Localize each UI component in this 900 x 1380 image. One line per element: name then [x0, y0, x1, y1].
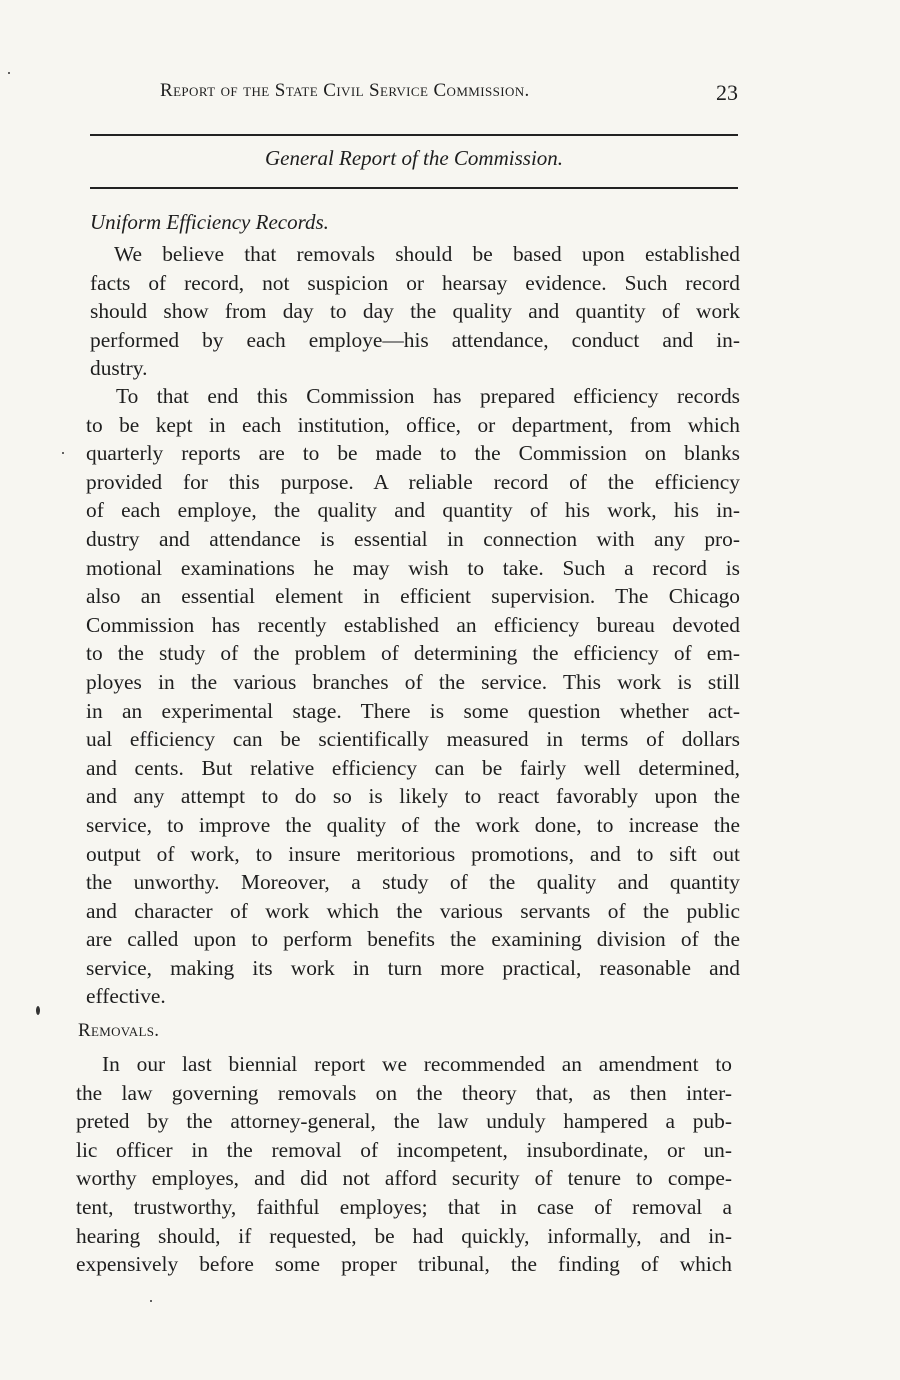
text-line: of each employe, the quality and quantity of his work, his in-: [86, 498, 740, 523]
text-line: preted by the attorney-general, the law unduly hampered a pub-: [76, 1109, 732, 1134]
text-line: dustry and attendance is essential in connection with any pro-: [86, 526, 740, 551]
text-line: hearing should, if requested, be had quickly, informally, and in-: [76, 1223, 732, 1248]
text-line: effective.: [86, 984, 166, 1009]
text-line: output of work, to insure meritorious promotions, and to sift out: [86, 841, 740, 866]
text-line: We believe that removals should be based upon established: [114, 242, 740, 266]
text-line: the law governing removals on the theory that, as then inter-: [76, 1080, 732, 1105]
text-line: ual efficiency can be scientifically measured in terms of dollars: [86, 727, 740, 752]
text-line: Commission has recently established an efficiency bureau devoted: [86, 612, 740, 637]
text-line: tent, trustworthy, faithful employes; that in case of removal a: [76, 1194, 732, 1219]
scan-speck: [62, 452, 64, 454]
text-line: lic officer in the removal of incompetent, insubordinate, or un-: [76, 1137, 732, 1162]
text-line: and character of work which the various servants of the public: [86, 898, 740, 923]
text-line: dustry.: [90, 356, 148, 381]
text-line: service, to improve the quality of the work done, to increase the: [86, 812, 740, 837]
text-line: worthy employes, and did not afford security of tenure to compe-: [76, 1166, 732, 1191]
text-line: to the study of the problem of determining the efficiency of em-: [86, 641, 740, 666]
text-line: in an experimental stage. There is some question whether act-: [86, 698, 740, 723]
bottom-rule: [90, 187, 738, 189]
scan-speck: [150, 1300, 152, 1302]
text-line: also an essential element in efficient supervision. The Chicago: [86, 584, 740, 609]
text-line: facts of record, not suspicion or hearsay evidence. Such record: [90, 270, 740, 295]
text-line: expensively before some proper tribunal, the finding of which: [76, 1252, 732, 1277]
text-line: the unworthy. Moreover, a study of the quality and quantity: [86, 870, 740, 895]
text-line: In our last biennial report we recommended an amendment to: [102, 1052, 732, 1076]
text-line: service, making its work in turn more practical, reasonable and: [86, 955, 740, 980]
text-line: performed by each employe—his attendance, conduct and in-: [90, 327, 740, 352]
section-title-removals: Removals.: [78, 1020, 160, 1041]
text-line: provided for this purpose. A reliable record of the efficiency: [86, 469, 740, 494]
scan-speck: [8, 72, 10, 74]
text-line: ployes in the various branches of the service. This work is still: [86, 669, 740, 694]
section-title-efficiency-records: Uniform Efficiency Records.: [90, 210, 329, 234]
text-line: and any attempt to do so is likely to react favorably upon the: [86, 784, 740, 809]
paragraph: [86, 382, 740, 1011]
running-head: Report of the State Civil Service Commission.: [160, 80, 530, 101]
scan-speck: [36, 1006, 40, 1015]
paragraph: [90, 240, 740, 383]
text-line: are called upon to perform benefits the examining division of the: [86, 927, 740, 952]
text-line: To that end this Commission has prepared efficiency records: [116, 384, 740, 408]
text-line: and cents. But relative efficiency can be fairly well determined,: [86, 755, 740, 780]
text-line: quarterly reports are to be made to the Commission on blanks: [86, 441, 740, 466]
text-line: motional examinations he may wish to take. Such a record is: [86, 555, 740, 580]
text-line: should show from day to day the quality and quantity of work: [90, 299, 740, 324]
top-rule: [90, 134, 738, 136]
text-line: to be kept in each institution, office, or department, from which: [86, 412, 740, 437]
section-subhead: General Report of the Commission.: [264, 146, 564, 170]
paragraph: [76, 1050, 732, 1279]
page-number: 23: [716, 80, 738, 105]
